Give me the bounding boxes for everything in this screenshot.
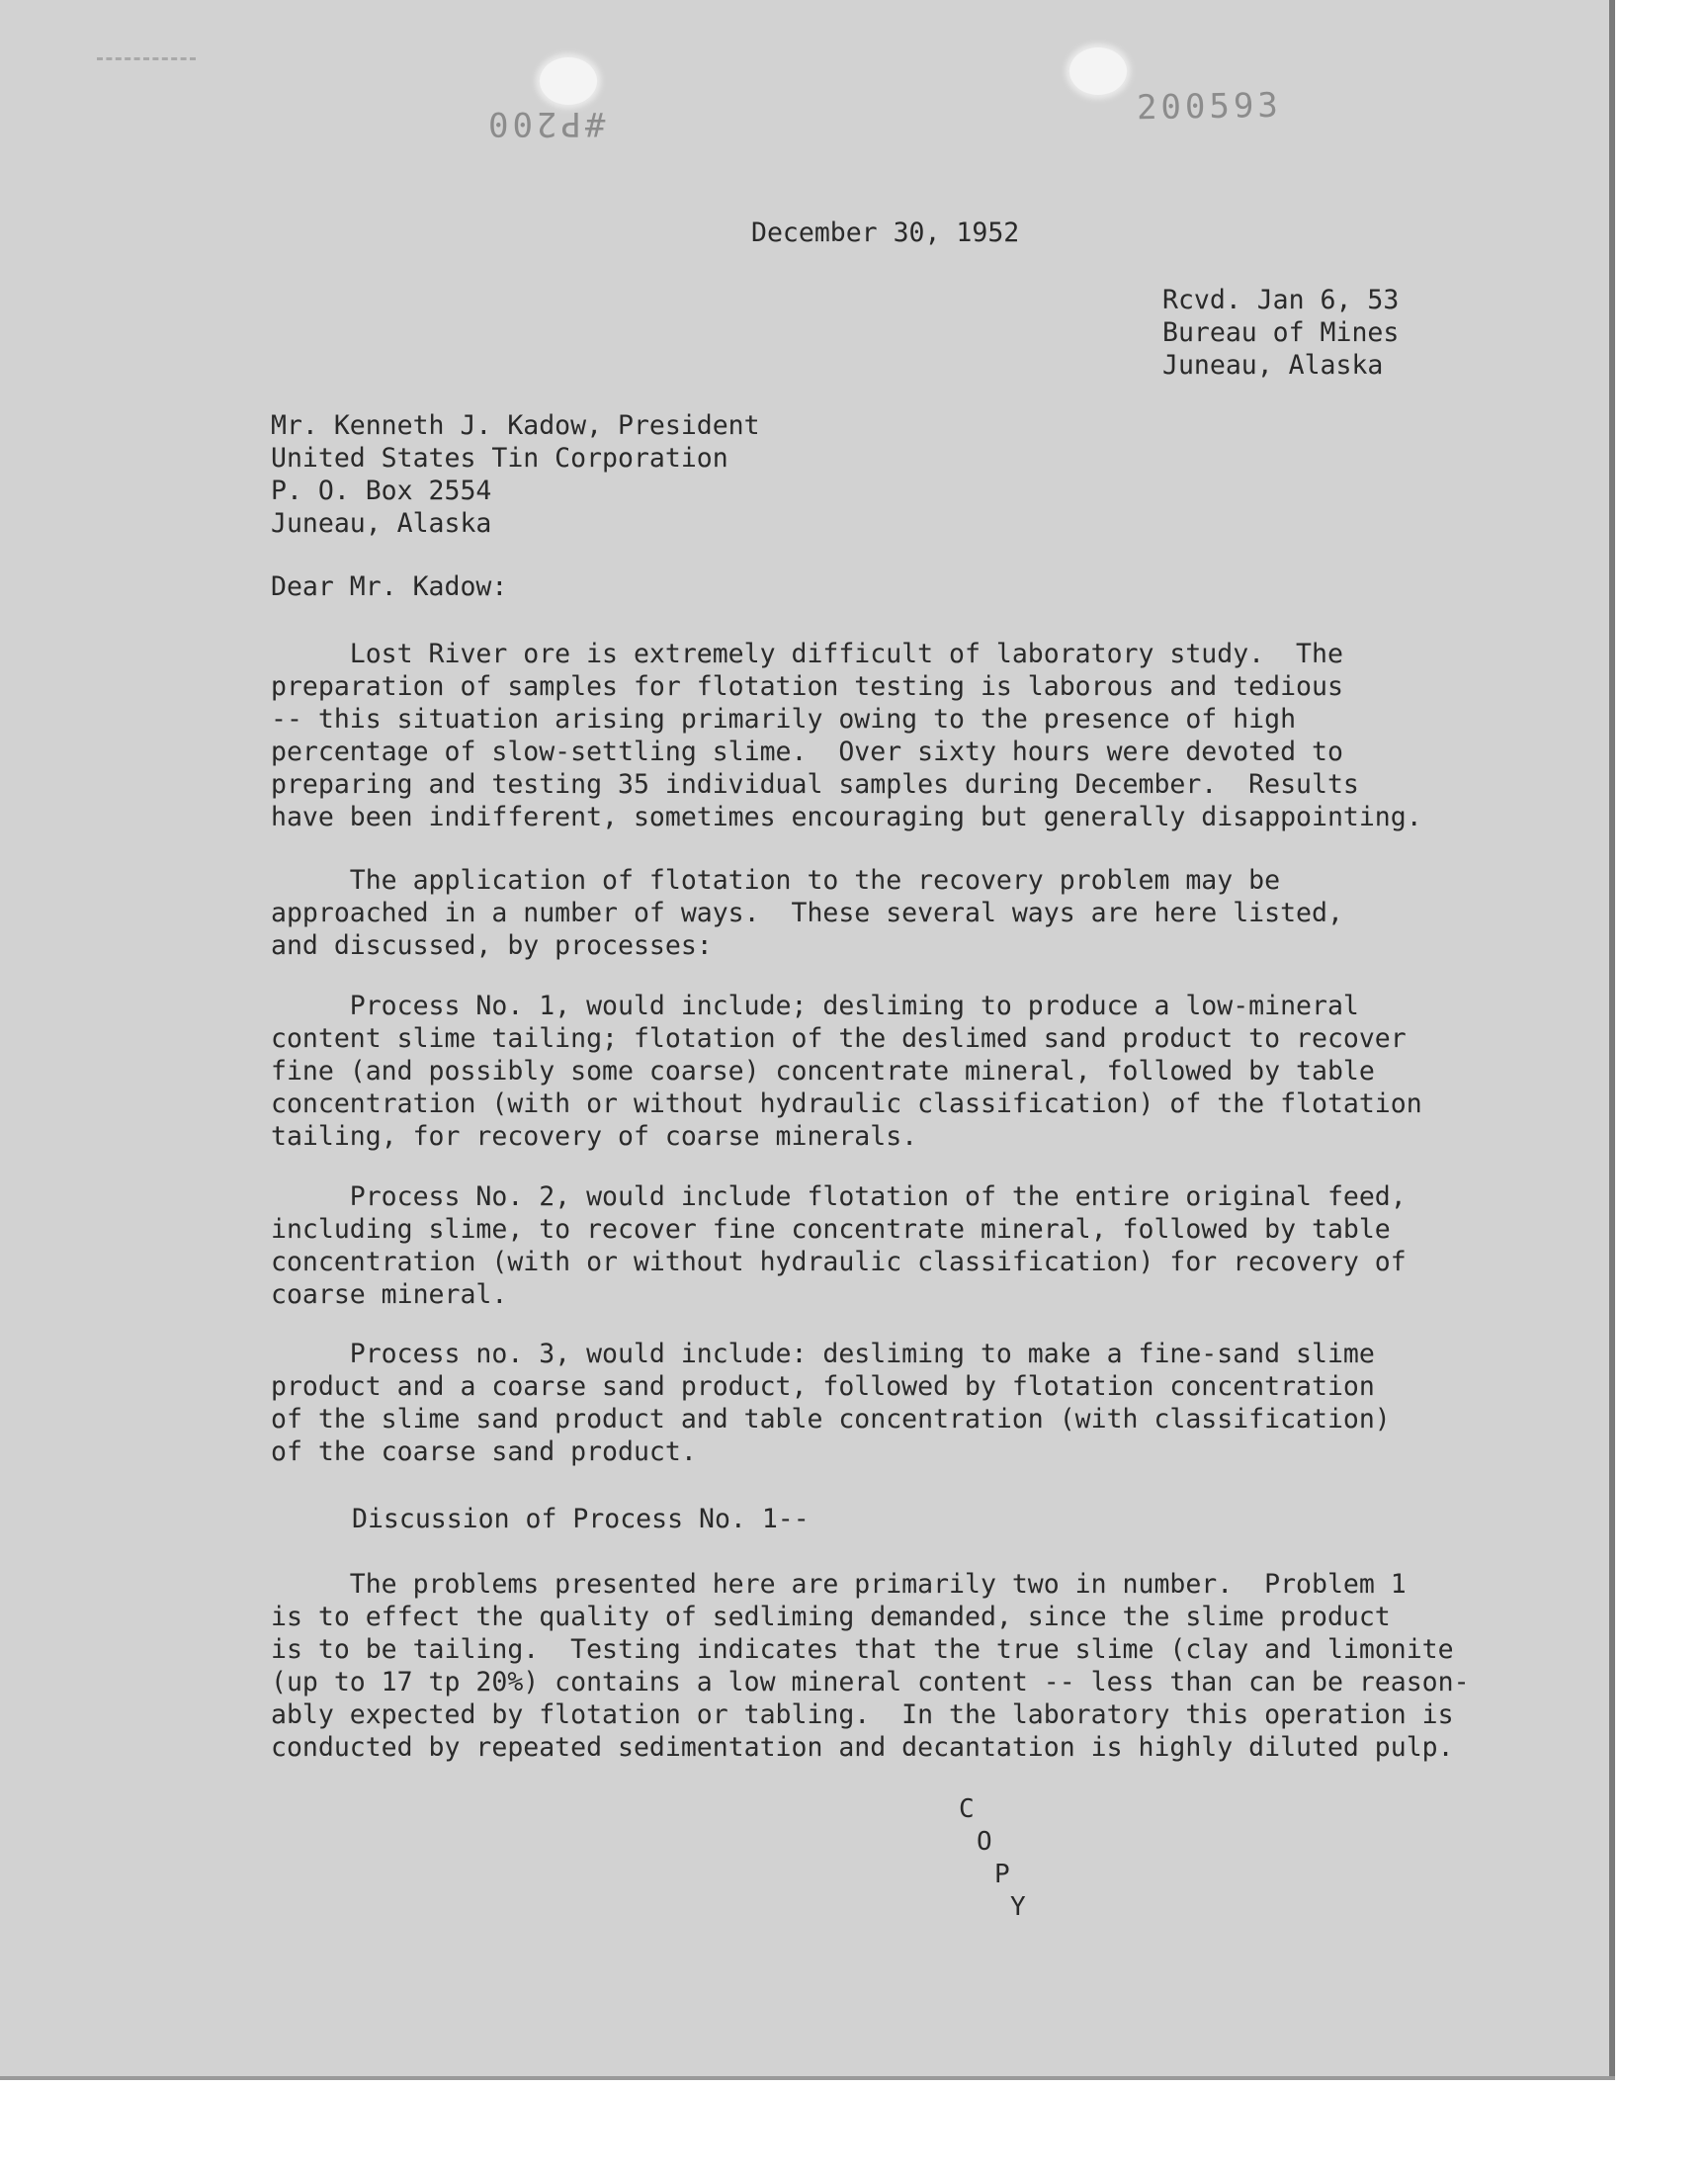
paragraph-approach [271,864,1343,962]
address-line: Juneau, Alaska [271,508,492,539]
discussion-heading: Discussion of Process No. 1-- [352,1504,810,1534]
text-line: Process No. 2, would include flotation of the entire original feed, [271,1181,1407,1212]
text-line: concentration (with or without hydraulic classification) of the flotation [271,1088,1422,1119]
text-line: preparation of samples for flotation testing is laborous and tedious [271,671,1343,702]
text-line: Process no. 3, would include: desliming to make a fine-sand slime [271,1339,1375,1369]
text-line: preparing and testing 35 individual samples during December. Results [271,769,1359,800]
copy-mark-letter: C [959,1794,975,1824]
text-line: Lost River ore is extremely difficult of laboratory study. The [271,639,1343,669]
text-line: of the slime sand product and table concentration (with classification) [271,1404,1391,1435]
page-bottom-shadow [0,2076,1615,2080]
stamp-right: 200593 [1136,85,1283,129]
address-line: Mr. Kenneth J. Kadow, President [271,410,760,441]
page-edge-shadow [1609,0,1615,2080]
paragraph-discussion [271,1568,1470,1764]
scan-specks [97,57,196,66]
text-line: Process No. 1, would include; desliming to produce a low-mineral [271,991,1359,1021]
text-line: product and a coarse sand product, followed by flotation concentration [271,1371,1375,1402]
text-line: concentration (with or without hydraulic classification) for recovery of [271,1247,1407,1277]
punch-hole-right [1069,47,1127,95]
text-line: percentage of slow-settling slime. Over sixty hours were devoted to [271,737,1343,767]
address-line: United States Tin Corporation [271,443,728,474]
recipient-address [271,409,760,540]
text-line: tailing, for recovery of coarse minerals. [271,1121,918,1152]
copy-mark-letter: Y [1010,1892,1026,1922]
salutation: Dear Mr. Kadow: [271,571,508,602]
paragraph-process-2 [271,1180,1407,1311]
text-line: content slime tailing; flotation of the deslimed sand product to recover [271,1023,1407,1054]
text-line: The application of flotation to the recovery problem may be [271,865,1281,896]
text-line: and discussed, by processes: [271,930,713,961]
punch-hole-left [540,57,597,105]
text-line: ably expected by flotation or tabling. In the laboratory this operation is [271,1699,1454,1730]
received-line: Juneau, Alaska [1162,350,1384,381]
text-line: coarse mineral. [271,1279,508,1310]
text-line: The problems presented here are primarily two in number. Problem 1 [271,1569,1407,1600]
paragraph-intro [271,638,1422,833]
paragraph-process-3 [271,1338,1391,1468]
text-line: is to be tailing. Testing indicates that the true slime (clay and limonite [271,1634,1454,1665]
text-line: have been indifferent, sometimes encouraging but generally disappointing. [271,802,1422,832]
copy-mark-letter: O [977,1827,992,1857]
stamp-left: #P200 [484,104,606,143]
received-block [1162,284,1399,382]
text-line: including slime, to recover fine concentrate mineral, followed by table [271,1214,1391,1245]
text-line: of the coarse sand product. [271,1436,697,1467]
letter-date: December 30, 1952 [751,218,1020,248]
received-line: Rcvd. Jan 6, 53 [1162,285,1400,315]
text-line: approached in a number of ways. These several ways are here listed, [271,898,1343,928]
received-line: Bureau of Mines [1162,317,1400,348]
paragraph-process-1 [271,990,1422,1153]
text-line: conducted by repeated sedimentation and decantation is highly diluted pulp. [271,1732,1454,1763]
copy-mark-letter: P [994,1860,1010,1889]
address-line: P. O. Box 2554 [271,476,492,506]
text-line: -- this situation arising primarily owing to the presence of high [271,704,1297,735]
text-line: fine (and possibly some coarse) concentrate mineral, followed by table [271,1056,1375,1087]
text-line: is to effect the quality of sedliming demanded, since the slime product [271,1602,1391,1632]
text-line: (up to 17 tp 20%) contains a low mineral content -- less than can be reason- [271,1667,1470,1697]
